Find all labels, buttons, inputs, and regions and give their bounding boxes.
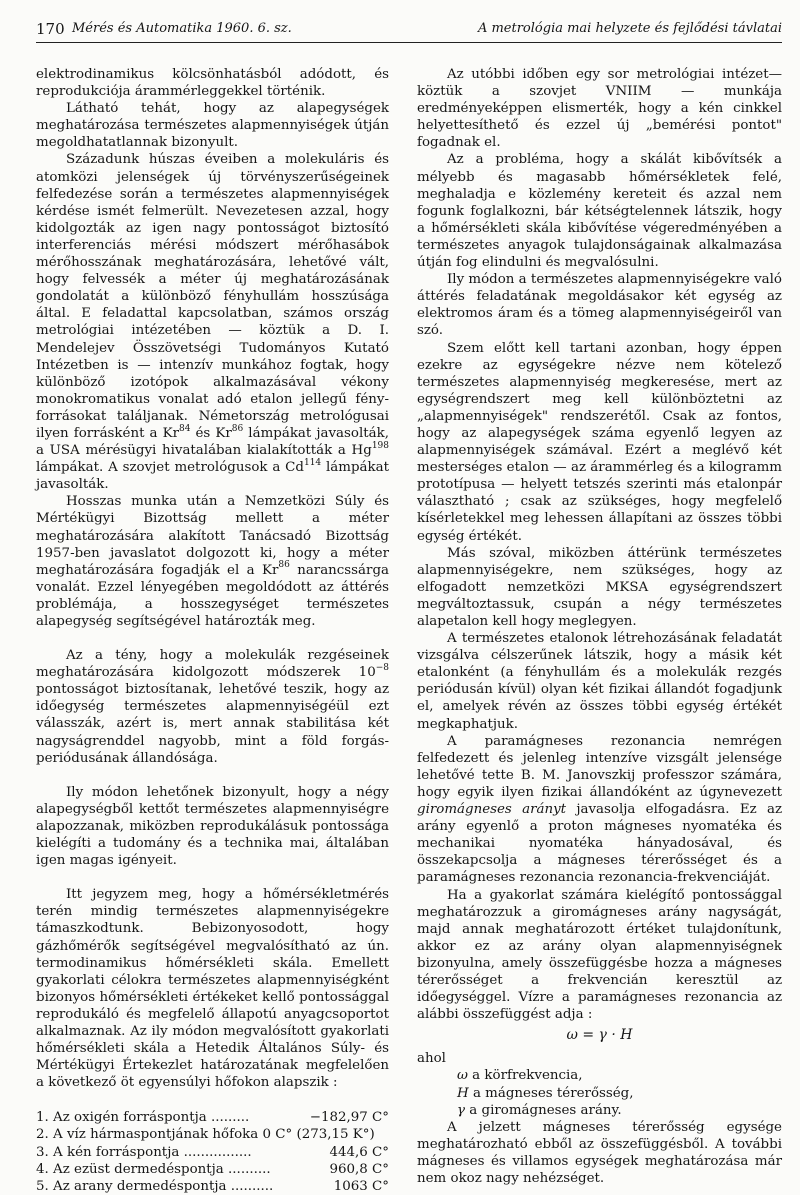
page-number: 170 [36,20,65,38]
paragraph: Az a probléma, hogy a skálát kibővítsék a mélyebb és magasabb hőmérsékletek felé, meghaladja e közlemény kereteit és azzal nem fogunk foglalkozni, bár kétségtelennek látszik, hogy a hőmérsékleti skála kibővítése végeredményében a természetes anyagok tulajdonságainak alkalmazása útján fog elindulni és megvalósulni. [417,152,782,271]
fixed-points-list [36,1109,389,1194]
legend-item: ω a körfrekvencia, [457,1068,583,1084]
legend-item: H a mágneses térerősség, [457,1085,634,1101]
paragraph: A természetes etalonok létrehozásának feladatát vizsgálva célszerűnek látszik, hogy a másik két etalonként (a fényhullám és a molekulák rezgés periódusán kívül) olyan két fizikai állandót fogadjunk el, amelyek révén az összes többi egység értékét megkaphatjuk. [417,631,782,732]
paragraph: Látható tehát, hogy az alapegységek meghatározása természetes alapmennyiségek útján megoldhatatlannak bizonyult. [36,101,389,151]
list-item: 1. Az oxigén forráspontja ......... −182,97 C° [36,1110,389,1126]
paragraph: elektrodinamikus kölcsönhatásból adódott, és reprodukciója árammérleggekkel történik. [36,67,389,100]
paragraph: Az utóbbi időben egy sor metrológiai intézet—köztük a szovjet VNIIM — munkája eredményeképpen elismerték, hogy a kén cinkkel helyettesíthető és ezzel új „bemérési pontot" fogadnak el. [417,67,782,151]
paragraph: Szem előtt kell tartani azonban, hogy éppen ezekre az egységekre nézve nem kötelező természetes alapmennyiség megkeresése, mert az egységrendszert meg kell különböztetni az „alapmennyiségek" rendszerétől. Csak az fontos, hogy az alapegységek száma egyenlő legyen az alapmennyiségek számával. Ezért a meglévő két mesterséges etalon — az árammérleg és a kilogramm prototípusa — helyett tetszés szerinti más etalonpár választható ; csak az szükséges, hogy megfelelő kísérletekkel meg lehessen állapítani az összes többi egység értékét. [417,340,782,544]
formula: ω = γ · H [566,1027,633,1044]
paragraph: A paramágneses rezonancia nemrégen felfedezett és jelenleg intenzíve vizsgált jelensége lehetővé tette B. M. Janovszkij professzor számára, hogy egyik ilyen fizikai állandóként az úgynevezett giromágneses arányt javasolja elfogadásra. Ez az arány egyenlő a proton mágneses nyomatéka és mechanikai nyomatéka hányadosával, és összekapcsolja a mágneses térerősséget és a paramágneses rezonancia rezonancia-frekvenciáját. [417,733,782,886]
paragraph: Más szóval, miközben áttérünk természetes alapmennyiségekre, nem szükséges, hogy az elfogadott nemzetközi MKSA egységrendszert megváltoztassuk, csupán a négy természetes alapetalon kell hogy meglegyen. [417,545,782,629]
right-column [417,66,782,1187]
article-title: A metrológia mai helyzete és fejlődési távlatai [477,21,782,36]
legend-intro: ahol [417,1051,446,1067]
journal-title: Mérés és Automatika 1960. 6. sz. [72,21,292,36]
formula-legend [417,1050,782,1118]
list-item: 4. Az ezüst dermedéspontja .......... 960,8 C° [36,1161,389,1177]
paragraph: Az a tény, hogy a molekulák rezgéseinek meghatározására kidolgozott módszerek $10^{-8}$ pontosságot biztosítanak, lehetővé teszik, hogy az időegység természetes alapmennyiségéül ezt válasszák, azért is, mert annak stabilitása két nagyságrenddel nagyobb, mint a föld forgás-periódusának állandósága. [36,648,389,766]
paragraph: Századunk húszas éveiben a molekuláris és atomközi jelenségek új törvényszerűségeinek felfedezése során a természetes alapmennyiségek kérdése ismét felmerült. Nevezetesen azzal, hogy kidolgozták az igen nagy pontosságot biztosító interferenciás mérési módszert mérőhasábok mérőhosszának meghatározására, lehetővé vált, hogy felvessék a méter új meghatározásának gondolatát a különböző fényhullám hosszúsága által. E feladattal kapcsolatban, számos ország metrológiai intézetében — köztük a D. I. Mendelejev Összövetségi Tudományos Kutató Intézetben is — intenzív munkához fogtak, hogy különböző izotópok alkalmazásával vékony monokromatikus vonalat adó etalon jellegű fény-forrásokat találjanak. Németország metrológusai ilyen forrásként a Kr$^{84}$ és Kr$^{86}$ lámpákat javasolták, a USA mérésügyi hivatalában kialakították a Hg$^{198}$ lámpákat. A szovjet metrológusok a Cd$^{114}$ lámpákat javasolták. [36,152,389,493]
paragraph: A jelzett mágneses térerősség egysége meghatározható ebből az összefüggésből. A további mágneses és villamos egységek meghatározása már nem okoz nagy nehézséget. [417,1119,782,1186]
paragraph: Ily módon a természetes alapmennyiségekre való áttérés feladatának megoldásakor két egység az elektromos áram és a tömeg alapmennyiségeiről van szó. [417,272,782,339]
legend-item: γ a giromágneses arány. [457,1102,622,1118]
page-header [36,18,782,43]
paragraph: Hosszas munka után a Nemzetközi Súly és Mértékügyi Bizottság mellett a méter meghatározására alakított Tanácsadó Bizottság 1957-ben javaslatot dolgozott ki, hogy a méter meghatározására fogadják el a Kr$^{86}$ narancssárga vonalát. Ezzel lényegében megoldódott az áttérés problémája, a hosszegységet természetes alapegység segítségével határozták meg. [36,494,389,629]
list-item: 2. A víz hármaspontjának hőfoka 0 C° (273,15 K°) [36,1127,375,1143]
emphasis-term: giromágneses arányt [417,802,567,818]
paragraph: Ily módon lehetőnek bizonyult, hogy a négy alapegységből kettőt természetes alapmennyiségre alapozzanak, miközben reprodukálásuk pontossága kielégíti a tudomány és a technika mai, általában igen magas igényeit. [36,784,389,869]
paragraph: Itt jegyzem meg, hogy a hőmérsékletmérés terén mindig természetes alapmennyiségekre támaszkodtunk. Bebizonyosodott, hogy gázhőmérők segítségével megvalósítható az ún. termodinamikus hőmérsékleti skála. Emellett gyakorlati célokra természetes alapmennyiségként bizonyos hőmérsékleti értékeket kellő pontossággal reprodukáló és megfelelő állapotú anyagcsoportot alkalmaznak. Az ily módon megvalósított gyakorlati hőmérsékleti skála a Hetedik Általános Súly- és Mértékügyi Értekezlet határozatának megfelelően a következő öt egyensúlyi hőfokon alapszik : [36,887,389,1091]
list-item: 5. Az arany dermedéspontja .......... 1063 C° [36,1178,389,1194]
left-column [36,66,389,1195]
paragraph: Ha a gyakorlat számára kielégítő pontossággal meghatározzuk a giromágneses arány nagyságát, majd annak meghatározott értéket tulajdonítunk, akkor ez az arány olyan alapmennyiségnek bizonyulna, amely összefüggésbe hozza a mágneses térerősséget a frekvencián keresztül az időegységgel. Vízre a paramágneses rezonancia az alábbi összefüggést adja : [417,887,782,1023]
list-item: 3. A kén forráspontja ................ 444,6 C° [36,1144,389,1160]
